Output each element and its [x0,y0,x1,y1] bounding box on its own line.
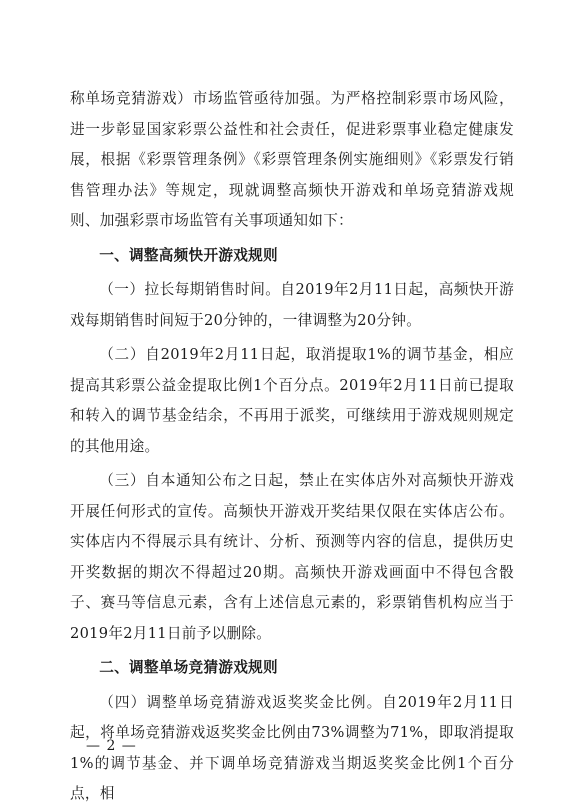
document-body [70,84,514,810]
section-heading-2: 二、调整单场竞猜游戏规则 [99,659,278,676]
section-heading-1: 一、调整高频快开游戏规则 [99,246,278,264]
intro-paragraph: 称单场竞猜游戏）市场监管亟待加强。为严格控制彩票市场风险，进一步彰显国家彩票公益性和社会责任，促进彩票事业稳定健康发展，根据《彩票管理条例》《彩票管理条例实施细则》《彩票发行销售管理办法》等规定，现就调整高频快开游戏和单场竞猜游戏规则、加强彩票市场监管有关事项通知如下： [70,90,514,229]
clause-1-paragraph: （一）拉长每期销售时间。自2019年2月11日起，高频快开游戏每期销售时间短于20分钟的，一律调整为20分钟。 [70,281,514,329]
clause-3-paragraph: （三）自本通知公布之日起，禁止在实体店外对高频快开游戏开展任何形式的宣传。高频快开游戏开奖结果仅限在实体店公布。实体店内不得展示具有统计、分析、预测等内容的信息，提供历史开奖数据的期次不得超过20期。高频快开游戏画面中不得包含骰子、赛马等信息元素，含有上述信息元素的，彩票销售机构应当于2019年2月11日前予以删除。 [70,472,514,642]
page-number: — 2 — [86,738,137,754]
clause-2-paragraph: （二）自2019年2月11日起，取消提取1%的调节基金，相应提高其彩票公益金提取比例1个百分点。2019年2月11日前已提取和转入的调节基金结余，不再用于派奖，可继续用于游戏规则规定的其他用途。 [70,346,514,455]
clause-4-paragraph: （四）调整单场竞猜游戏返奖奖金比例。自2019年2月11日起，将单场竞猜游戏返奖奖金比例由73%调整为71%，即取消提取1%的调节基金、并下调单场竞猜游戏当期返奖奖金比例1个百分点，相 [70,693,514,802]
